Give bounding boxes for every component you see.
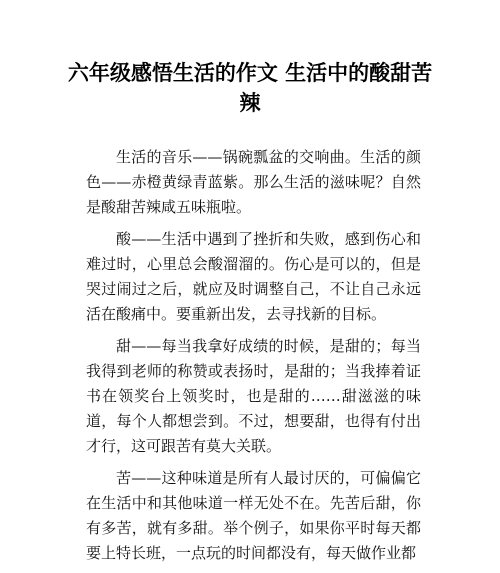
document-title: 六年级感悟生活的作文 生活中的酸甜苦辣: [67, 61, 433, 115]
paragraph-sour: 酸——生活中遇到了挫折和失败，感到伤心和难过时，心里总会酸溜溜的。伤心是可以的，但是哭过闹过之后，就应及时调整自己，不让自己永远活在酸痛中。要重新出发，去寻找新的目标。: [86, 230, 421, 323]
document-body: [86, 145, 421, 573]
paragraph-sweet: 甜——每当我拿好成绩的时候，是甜的；每当我得到老师的称赞或表扬时，是甜的；当我捧着证书在领奖台上领奖时，也是甜的……甜滋滋的味道，每个人都想尝到。不过，想要甜，也得有付出才行，这可跟苦有莫大关联。: [86, 337, 421, 455]
paragraph-intro: 生活的音乐——锅碗瓢盆的交响曲。生活的颜色——赤橙黄绿青蓝紫。那么生活的滋味呢？自然是酸甜苦辣咸五味瓶啦。: [86, 148, 421, 216]
paragraph-bitter: 苦——这种味道是所有人最讨厌的，可偏偏它在生活中和其他味道一样无处不在。先苦后甜，你有多苦，就有多甜。举个例子，如果你平时每天都要上特长班，一点玩的时间都没有，每天做作业都: [86, 469, 421, 562]
